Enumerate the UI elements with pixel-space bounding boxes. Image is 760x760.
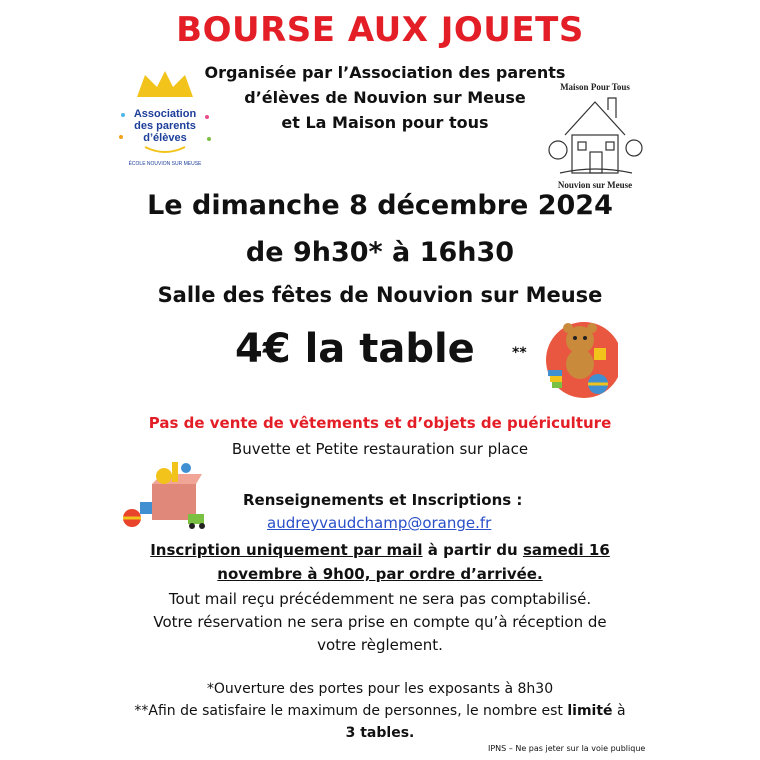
event-price: 4€ la table [235,326,475,372]
organizer-text [185,60,585,135]
footnotes [0,678,760,744]
logo-line3: d’élèves [143,132,187,144]
logo-line2: des parents [134,120,196,132]
inscription-part-d: novembre à 9h00, par ordre d’arrivée. [217,565,543,583]
inscription-notice [0,538,760,586]
inscription-part-b: à partir du [422,541,523,559]
house-icon [549,98,642,173]
organizer-line3: et La Maison pour tous [281,113,489,132]
toys-icon [122,462,208,532]
event-time: de 9h30* à 16h30 [245,237,515,268]
maison-bottom-text: Nouvion sur Meuse [557,180,633,190]
inscription-part-a: Inscription uniquement par mail [150,541,423,559]
logo-line1: Association [133,108,197,120]
maison-logo [540,80,650,195]
contact-email-link[interactable]: audreyvaudchamp@orange.fr [267,514,492,532]
event-place: Salle des fêtes de Nouvion sur Meuse [157,283,603,307]
footnote-1: *Ouverture des portes pour les exposants à 8h30 [206,681,554,697]
poster-title: BOURSE AUX JOUETS [176,10,584,50]
contact-heading: Renseignements et Inscriptions : [243,491,523,509]
no-sale-notice: Pas de vente de vêtements et d’objets de puériculture [148,414,612,432]
conditions-line2: Votre réservation ne sera prise en compte qu’à réception de [153,613,607,631]
maison-top-text: Maison Pour Tous [560,82,630,92]
footnote-2-end: 3 tables. [345,725,415,741]
conditions-line1: Tout mail reçu précédemment ne sera pas comptabilisé. [168,590,592,608]
logo-subtitle: ÉCOLE NOUVION SUR MEUSE [128,161,202,167]
conditions-line3: votre règlement. [317,636,443,654]
organizer-line1: Organisée par l’Association des parents [204,63,566,82]
teddy-bear-icon [540,318,618,402]
footnote-2: **Afin de satisfaire le maximum de personnes, le nombre est limité à [134,703,626,719]
organizer-line2: d’élèves de Nouvion sur Meuse [244,88,526,107]
conditions-text [0,588,760,657]
buvette-notice: Buvette et Petite restauration sur place [231,440,529,458]
ipns-mention: IPNS – Ne pas jeter sur la voie publique [488,744,646,753]
inscription-part-c: samedi 16 [522,541,610,559]
price-note: ** [512,345,527,361]
event-date: Le dimanche 8 décembre 2024 [147,190,613,221]
